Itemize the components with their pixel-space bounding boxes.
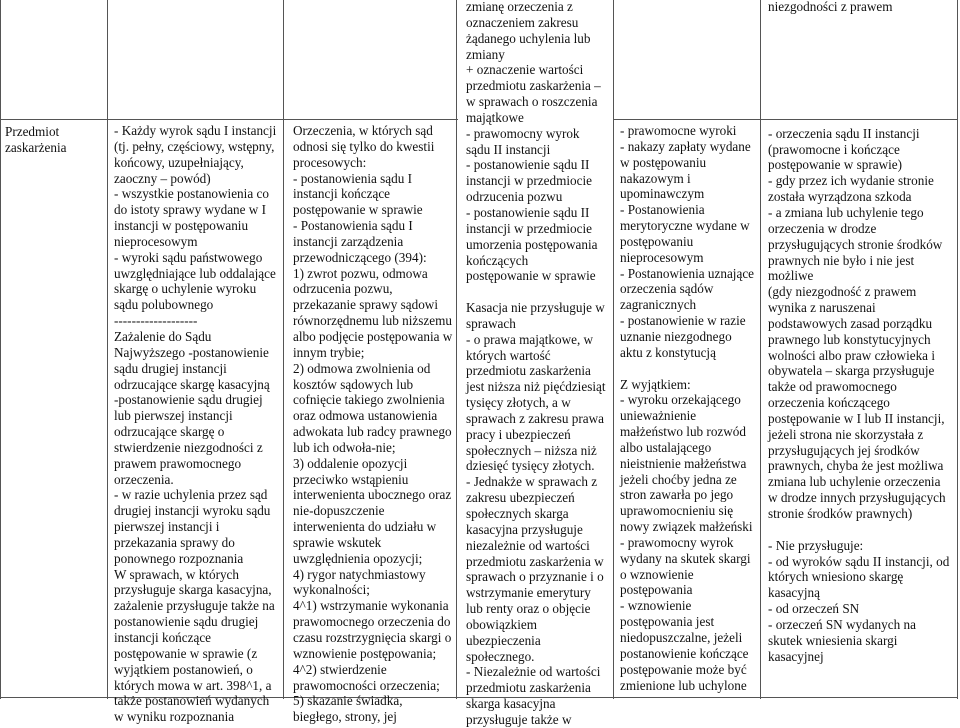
- text-line: prawem prawomocnego: [114, 455, 242, 471]
- text-line: zażalenie przysługuje także na: [114, 598, 275, 614]
- text-line: instancji w przedmiocie: [466, 220, 592, 236]
- text-line: 5) skazanie świadka,: [293, 693, 403, 709]
- text-line: odrzucenia pozwu,: [293, 281, 393, 297]
- text-line: społecznego.: [466, 648, 535, 664]
- text-line: wznowienie postępowania;: [293, 645, 437, 661]
- text-line: - wznowienie: [620, 598, 692, 614]
- text-line: [768, 15, 957, 31]
- text-line: małżeństwo lub rozwód: [620, 424, 746, 440]
- text-line: przekazania sprawy do: [114, 534, 235, 550]
- text-line: - nakazy zapłaty wydane: [620, 138, 751, 154]
- column-divider: [0, 0, 1, 699]
- text-line: W sprawach, w których: [114, 566, 239, 582]
- text-line: [768, 31, 957, 47]
- text-line: Z wyjątkiem:: [620, 376, 691, 392]
- text-line: postępowania: [620, 582, 693, 598]
- text-line: - postanowienie sądu II: [466, 204, 590, 220]
- text-line: prawnych, chyba że jest możliwa: [768, 458, 944, 474]
- text-line: [768, 522, 957, 538]
- text-line: lub pierwszej instancji: [114, 408, 233, 424]
- column-divider: [760, 0, 761, 699]
- text-line: lub ich odwoła-nie;: [293, 439, 396, 455]
- text-line: skarga kasacyjna: [466, 696, 556, 712]
- text-line: instancji kończące: [293, 186, 391, 202]
- text-line: - od wyroków sądu II instancji, od: [768, 553, 950, 569]
- text-line: - o prawa majątkowe, w: [466, 331, 594, 347]
- text-line: Przedmiot: [5, 124, 60, 139]
- text-line: niezgodności z prawem: [768, 0, 893, 14]
- column-divider: [456, 0, 457, 699]
- text-line: sądu drugiej instancji: [114, 360, 227, 376]
- text-line: obywatela – skarga przysługuje: [768, 363, 935, 379]
- text-line: o wznowienie: [620, 566, 694, 582]
- text-line: uznanie niezgodnego: [620, 328, 732, 344]
- text-line: aktu z konstytucją: [620, 344, 716, 360]
- text-line: instancji zarządzenia: [293, 233, 404, 249]
- text-line: 4^1) wstrzymanie wykonania: [293, 598, 449, 614]
- text-line: czasu rozstrzygnięcia skargi o: [293, 630, 452, 645]
- text-line: możliwe: [768, 268, 814, 284]
- text-line: zmienione lub uchylone: [620, 677, 747, 693]
- text-line: 1) zwrot pozwu, odmowa: [293, 265, 428, 281]
- text-line: 3) oddalenie opozycji: [293, 455, 408, 471]
- text-line: skutek wniesienia skargi: [768, 632, 898, 648]
- text-line: - wyroku orzekającego: [620, 392, 741, 408]
- subject-cell: [5, 124, 105, 156]
- text-line: nie-dopuszczenie: [293, 503, 385, 519]
- text-line: także postanowień wydanych: [114, 693, 270, 709]
- text-line: równorzędnemu lub niższemu: [293, 313, 452, 329]
- text-line: uwzględnienia opozycji;: [293, 550, 423, 566]
- text-line: - wszystkie postanowienia co: [114, 186, 269, 202]
- text-line: instancji w przedmiocie: [466, 173, 592, 189]
- text-line: jeżeli choćby jedna ze: [620, 471, 737, 487]
- text-line: kosztów sądowych lub: [293, 376, 414, 392]
- text-line: sądu II instancji: [466, 141, 551, 157]
- text-line: postanowienie sądu drugiej: [114, 614, 259, 630]
- text-line: postępowanie w I lub II instancji,: [768, 410, 945, 426]
- text-line: w postępowaniu: [620, 154, 707, 170]
- text-line: - Niezależnie od wartości: [466, 664, 601, 680]
- text-line: których mowa w art. 398^1, a: [114, 677, 272, 693]
- text-line: (tj. pełny, częściowy, wstępny,: [114, 138, 275, 154]
- text-line: przedmiotu zaskarżenia w: [466, 553, 604, 569]
- text-line: sprawach z zakresu prawa: [466, 410, 605, 426]
- text-line: przewodniczącego (394):: [293, 249, 427, 265]
- text-line: - gdy przez ich wydanie stronie: [768, 173, 934, 189]
- text-line: pracy i ubezpieczeń: [466, 426, 571, 442]
- text-line: umorzenia postępowania: [466, 236, 598, 252]
- text-line: odnosi się tylko do kwestii: [293, 138, 435, 154]
- text-line: Zażalenie do Sądu: [114, 328, 212, 344]
- text-line: postępowanie w sprawie): [768, 157, 903, 173]
- text-line: sprawie wskutek: [293, 534, 382, 550]
- text-line: 2) odmowa zwolnienia od: [293, 360, 431, 376]
- text-line: - Postanowienia: [620, 202, 705, 218]
- text-line: 4) rygor natychmiastowy: [293, 566, 426, 582]
- text-line: żądanego uchylenia lub: [466, 30, 591, 46]
- text-line: -postanowienie sądu drugiej: [114, 392, 263, 408]
- text-line: - prawomocne wyroki: [620, 123, 737, 138]
- text-line: niezależnie od wartości: [466, 537, 590, 553]
- text-line: skargę o uchylenie wyroku: [114, 281, 257, 297]
- text-line: nieprocesowym: [114, 233, 198, 249]
- text-line: stronie środków prawnych): [768, 506, 913, 521]
- text-line: albo podjęcie postępowania w: [293, 328, 453, 344]
- text-line: kasacyjna przysługuje: [466, 521, 583, 537]
- text-line: kasacyjnej: [768, 648, 824, 664]
- text-line: ubezpieczenia: [466, 632, 541, 648]
- column-divider: [283, 0, 284, 699]
- text-line: w wyniku rozpoznania: [114, 709, 235, 725]
- text-line: - postanowienia sądu I: [293, 170, 413, 186]
- text-line: stron zawarła po jego: [620, 487, 734, 503]
- text-line: - postanowienie w razie: [620, 313, 746, 329]
- text-line: przysługujących jej środków: [768, 442, 920, 458]
- text-line: orzeczenia.: [114, 471, 174, 487]
- text-line: stwierdzenie niezgodności z: [114, 439, 263, 455]
- text-line: procesowych:: [293, 154, 367, 170]
- text-line: postępowanie w sprawie (z: [114, 645, 258, 661]
- text-line: kończących: [466, 252, 529, 268]
- text-line: - Nie przysługuje:: [768, 537, 864, 553]
- text-line: - orzeczeń SN wydanych na: [768, 616, 916, 632]
- text-line: (gdy niezgodność z prawem: [768, 284, 917, 300]
- text-line: końcowy, uzupełniający,: [114, 154, 244, 170]
- text-line: orzeczenia kończącego: [768, 395, 890, 411]
- text-line: - Jednakże w sprawach z: [466, 474, 598, 490]
- text-line: społecznych – niższa niż: [466, 442, 597, 458]
- text-line: albo ustalającego: [620, 439, 712, 455]
- text-line: [466, 284, 611, 300]
- text-line: drugiej instancji wyroku sądu: [114, 503, 271, 519]
- text-line: [620, 361, 760, 377]
- text-line: społecznych skarga: [466, 506, 569, 521]
- text-line: postępowanie w sprawie: [466, 268, 596, 284]
- text-line: przedmiotu zaskarżenia: [466, 680, 591, 696]
- text-line: nieprocesowym: [620, 249, 704, 265]
- text-line: uprawomocnieniu się: [620, 503, 734, 519]
- text-line: sprawach: [466, 315, 516, 331]
- text-line: - w razie uchylenia przez sąd: [114, 487, 268, 503]
- text-line: - orzeczenia sądu II instancji: [768, 125, 920, 141]
- text-line: orzeczenia w drodze: [768, 220, 877, 236]
- text-line: sądu polubownego: [114, 297, 214, 313]
- second-column-cell: [293, 123, 455, 725]
- text-line: odrzucenia pozwu: [466, 189, 563, 205]
- text-line: przedmiotu zaskarżenia –: [466, 78, 601, 94]
- column-divider: [613, 0, 614, 699]
- text-line: przedmiotu zaskarżenia: [466, 363, 591, 379]
- text-line: wydany na skutek skargi: [620, 550, 751, 566]
- text-line: jest niższa niż pięćdziesiąt: [466, 379, 606, 395]
- text-line: oznaczeniem zakresu: [466, 14, 579, 30]
- column-divider: [107, 0, 108, 699]
- text-line: majątkowe: [466, 109, 524, 125]
- text-line: Kasacja nie przysługuje w: [466, 300, 605, 316]
- text-line: przysługuje także w: [466, 711, 572, 727]
- text-line: zaskarżenia: [5, 139, 67, 155]
- text-line: zmiany: [466, 46, 505, 62]
- text-line: [768, 110, 957, 126]
- text-line: postępowania jest: [620, 614, 715, 630]
- text-line: interwenienta ubocznego oraz: [293, 487, 452, 503]
- text-line: zagranicznych: [620, 297, 697, 313]
- text-line: - wyroki sądu państwowego: [114, 249, 263, 265]
- text-line: [768, 47, 957, 63]
- text-line: innym trybie;: [293, 344, 365, 360]
- text-line: postępowanie w sprawie: [293, 202, 423, 218]
- text-line: nowy związek małżeński: [620, 519, 753, 535]
- text-line: odrzucające skargę o: [114, 424, 225, 440]
- text-line: (prawomocne i kończące: [768, 141, 900, 157]
- text-line: orzeczenia sądów: [620, 281, 714, 297]
- text-line: tysięcy złotych, a w: [466, 395, 571, 411]
- text-line: ponownego rozpoznania: [114, 550, 244, 566]
- text-line: - prawomocny wyrok: [466, 125, 580, 141]
- text-line: pierwszej instancji i: [114, 519, 220, 535]
- text-line: których wartość: [466, 347, 551, 363]
- text-line: wykonalności;: [293, 582, 370, 598]
- text-line: nakazowym i: [620, 170, 691, 186]
- text-line: postępowanie może być: [620, 661, 747, 677]
- text-line: zmianę orzeczenia z: [466, 0, 573, 14]
- text-line: [768, 78, 957, 94]
- text-line: - Każdy wyrok sądu I instancji: [114, 123, 277, 138]
- text-line: wynika z naruszenai: [768, 300, 876, 316]
- text-line: przysługujących stronie środków: [768, 236, 943, 252]
- text-line: także od prawomocnego: [768, 379, 897, 395]
- first-column-cell: [114, 123, 282, 725]
- text-line: - Postanowienia sądu I: [293, 218, 413, 234]
- fourth-column-cell: [620, 123, 760, 693]
- text-line: merytoryczne wydane w: [620, 218, 750, 234]
- text-line: nieistnienie małżeństwa: [620, 455, 747, 471]
- text-line: kasacyjną: [768, 585, 820, 601]
- text-line: 4^2) stwierdzenie: [293, 661, 387, 677]
- text-line: - postanowienie sądu II: [466, 157, 590, 173]
- text-line: wstrzymanie emerytury: [466, 585, 591, 601]
- text-line: instancji w postępowaniu: [114, 218, 249, 234]
- text-line: biegłego, strony, jej: [293, 709, 397, 725]
- text-line: uwzględniające lub oddalające: [114, 265, 276, 281]
- row-divider: [0, 119, 458, 120]
- text-line: - a zmiana lub uchylenie tego: [768, 204, 924, 220]
- text-line: postępowaniu: [620, 233, 694, 249]
- text-line: wolności albo praw człowieka i: [768, 347, 935, 363]
- fifth-column-cell: [768, 0, 957, 664]
- text-line: niedopuszczalne, jeżeli: [620, 630, 743, 645]
- text-line: unieważnienie: [620, 408, 697, 424]
- text-line: do istoty sprawy wydane w I: [114, 202, 266, 218]
- text-line: odrzucające skargę kasacyjną: [114, 376, 270, 392]
- text-line: Orzeczenia, w których sąd: [293, 123, 433, 138]
- text-line: przekazanie sprawy sądowi: [293, 297, 438, 313]
- text-line: prawnych nie było i nie jest: [768, 252, 915, 268]
- text-line: prawnego lub konstytucyjnych: [768, 331, 931, 347]
- text-line: przeciwko wstąpieniu: [293, 471, 409, 487]
- text-line: obowiązkiem: [466, 616, 538, 632]
- text-line: - Postanowienia uznające: [620, 265, 755, 281]
- third-column-cell: [466, 0, 611, 728]
- text-line: została wyrządzona szkoda: [768, 189, 912, 205]
- text-line: prawomocnego orzeczenia do: [293, 614, 451, 630]
- text-line: instancji kończące: [114, 630, 212, 645]
- text-line: zakresu ubezpieczeń: [466, 490, 575, 506]
- text-line: zmiana lub uchylenie orzeczenia: [768, 474, 941, 490]
- text-line: [768, 94, 957, 110]
- text-line: -------------------: [114, 313, 198, 329]
- text-line: prawomocności orzeczenia;: [293, 677, 440, 693]
- column-divider: [957, 0, 958, 699]
- text-line: interwenienta do udziału w: [293, 519, 437, 535]
- text-line: Najwyższego -postanowienie: [114, 344, 269, 360]
- text-line: sprawach o przyznanie i o: [466, 569, 604, 585]
- text-line: w sprawach o roszczenia: [466, 94, 598, 110]
- text-line: w drodze innych przysługujących: [768, 490, 946, 506]
- text-line: wyjątkiem postanowień, o: [114, 661, 253, 677]
- text-line: dziesięć tysięcy złotych.: [466, 458, 595, 474]
- text-line: adwokata lub radcy prawnego: [293, 424, 452, 440]
- text-line: zaoczny – powód): [114, 170, 211, 186]
- text-line: przysługuje skarga kasacyjna,: [114, 582, 272, 598]
- text-line: których wniesiono skargę: [768, 569, 904, 585]
- text-line: postanowienie kończące: [620, 645, 749, 661]
- text-line: upominawczym: [620, 186, 705, 202]
- text-line: [768, 62, 957, 78]
- text-line: jeżeli strona nie skorzystała z: [768, 426, 924, 442]
- text-line: cofnięcie takiego zwolnienia: [293, 392, 445, 408]
- text-line: - od orzeczeń SN: [768, 601, 860, 617]
- text-line: lub renty oraz o objęcie: [466, 601, 591, 617]
- text-line: - prawomocny wyrok: [620, 534, 734, 550]
- text-line: + oznaczenie wartości: [466, 62, 584, 78]
- text-line: podstawowych zasad porządku: [768, 315, 933, 331]
- text-line: oraz odmowa ustanowienia: [293, 408, 438, 424]
